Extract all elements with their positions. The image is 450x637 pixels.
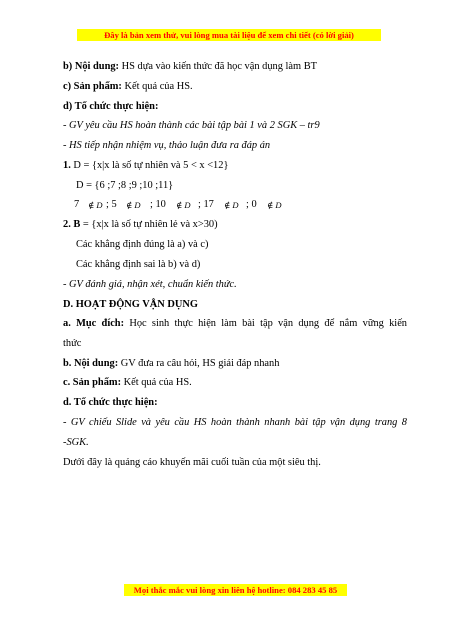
not-in-symbol: ∉ D xyxy=(126,200,141,210)
membership-value: ; 17 xyxy=(198,199,214,210)
not-in-symbol: ∉ D xyxy=(224,200,239,210)
exercise-2-true-statements: Các khẳng định đúng là a) và c) xyxy=(76,239,209,250)
D-step-slide-continued: -SGK. xyxy=(63,437,89,448)
D-c-product xyxy=(63,376,192,390)
step-hs-receive: - HS tiếp nhận nhiệm vụ, thảo luận đưa ra đáp án xyxy=(63,140,271,151)
exercise-2-set-definition xyxy=(63,218,218,232)
D-a-text: Học sinh thực hiện làm bài tập vận dụng để nắm vững kiến xyxy=(124,318,407,329)
membership-value: 7 xyxy=(74,199,80,210)
section-d-label: d) Tổ chức thực hiện: xyxy=(63,101,159,112)
section-b-content xyxy=(63,60,317,74)
not-in-symbol: ∉ D xyxy=(88,200,103,210)
D-d-label: d. Tổ chức thực hiện: xyxy=(63,397,158,408)
exercise-2-number: 2. B xyxy=(63,219,81,230)
D-a-purpose xyxy=(63,317,407,331)
not-in-symbol: ∉ D xyxy=(176,200,191,210)
section-c-text: Kết quả của HS. xyxy=(121,81,193,92)
D-a-purpose-continued: thức xyxy=(63,338,82,349)
step-gv-evaluate: - GV đánh giá, nhận xét, chuẩn kiến thức. xyxy=(63,279,237,290)
membership-value: ; 0 xyxy=(246,199,257,210)
step-gv-assign: - GV yêu cầu HS hoàn thành các bài tập bài 1 và 2 SGK – tr9 xyxy=(63,120,320,131)
section-D-heading xyxy=(63,298,198,312)
exercise-1-number: 1. xyxy=(63,160,71,171)
D-b-content xyxy=(63,357,279,371)
section-c-product xyxy=(63,80,193,94)
not-in-symbol: ∉ D xyxy=(267,200,282,210)
preview-notice-banner: Đây là bản xem thử, vui lòng mua tài liệu để xem chi tiết (có lời giải) xyxy=(77,29,381,41)
exercise-1-set-definition xyxy=(63,159,228,173)
D-c-label: c. Sản phẩm: xyxy=(63,377,122,388)
section-D-title: D. HOẠT ĐỘNG VẬN DỤNG xyxy=(63,299,198,310)
closing-sentence: Dưới đây là quảng cáo khuyến mãi cuối tuần của một siêu thị. xyxy=(63,457,321,468)
D-step-slide: - GV chiếu Slide và yêu cầu HS hoàn thành nhanh bài tập vận dụng trang 8 xyxy=(63,417,407,428)
exercise-1-text: D = {x|x là số tự nhiên và 5 < x <12} xyxy=(70,160,229,171)
section-b-text: HS dựa vào kiến thức đã học vận dụng làm BT xyxy=(119,61,317,72)
D-b-label: b. Nội dung: xyxy=(63,358,119,369)
membership-value: ; 5 xyxy=(106,199,117,210)
D-a-label: a. Mục đích: xyxy=(63,318,125,329)
D-d-organization xyxy=(63,396,158,410)
section-b-label: b) Nội dung: xyxy=(63,61,120,72)
D-b-text: GV đưa ra câu hỏi, HS giải đáp nhanh xyxy=(118,358,280,369)
membership-value: ; 10 xyxy=(150,199,166,210)
section-d-organization xyxy=(63,100,158,114)
exercise-2-text: = {x|x là số tự nhiên lẻ và x>30) xyxy=(80,219,218,230)
exercise-1-set-listing: D = {6 ;7 ;8 ;9 ;10 ;11} xyxy=(76,180,174,191)
exercise-2-false-statements: Các khẳng định sai là b) và d) xyxy=(76,259,201,270)
D-c-text: Kết quả của HS. xyxy=(121,377,192,388)
section-c-label: c) Sản phẩm: xyxy=(63,81,122,92)
hotline-footer-banner: Mọi thắc mắc vui lòng xin liên hệ hotline: 084 283 45 85 xyxy=(124,584,347,596)
